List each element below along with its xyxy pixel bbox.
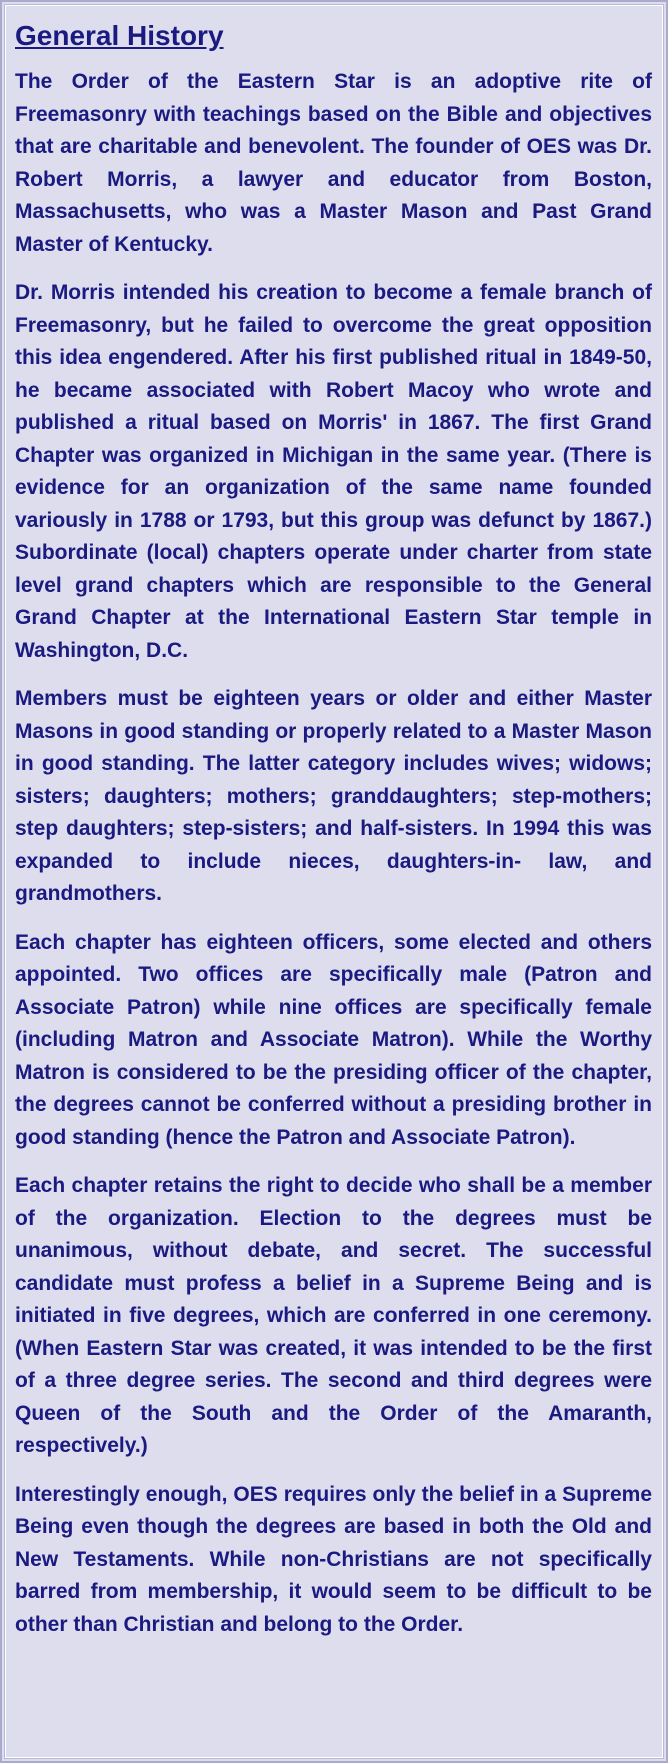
paragraph-officers: Each chapter has eighteen officers, some elected and others appointed. Two offices are specifically male (Patron and Associate Patron) while nine offices are specifically female (including Matron and Associate Matron). While the Worthy Matron is considered to be the presiding officer of the chapter, the degrees cannot be conferred without a presiding brother in good standing (hence the Patron and Associate Patron). [15, 930, 652, 1149]
content-panel [5, 5, 663, 1758]
paragraph-membership: Members must be eighteen years or older and either Master Masons in good standing or properly related to a Master Mason in good standing. The latter category includes wives; widows; sisters; daughters; mothers; granddaughters; step-mothers; step daughters; step-sisters; and half-sisters. In 1994 this was expanded to include nieces, daughters-in- law, and grandmothers. [15, 687, 652, 905]
paragraph-belief: Interestingly enough, OES requires only the belief in a Supreme Being even though the degrees are based in both the Old and New Testaments. While non-Christians are not specifically barred from membership, it would seem to be difficult to be other than Christian and belong to the Order. [15, 1482, 652, 1636]
paragraph-election: Each chapter retains the right to decide who shall be a member of the organization. Election to the degrees must be unanimous, without debate, and secret. The successful candidate must profess a belief in a Supreme Being and is initiated in five degrees, which are conferred in one ceremony. (When Eastern Star was created, it was intended to be the first of a three degree series. The second and third degrees were Queen of the South and the Order of the Amaranth, respectively.) [15, 1174, 652, 1457]
page-title: General History [15, 20, 224, 51]
paragraph-history: Dr. Morris intended his creation to become a female branch of Freemasonry, but he failed to overcome the great opposition this idea engendered. After his first published ritual in 1849-50, he became associated with Robert Macoy who wrote and published a ritual based on Morris' in 1867. The first Grand Chapter was organized in Michigan in the same year. (There is evidence for an organization of the same name founded variously in 1788 or 1793, but this group was defunct by 1867.) Subordinate (local) chapters operate under charter from state level grand chapters which are responsible to the General Grand Chapter at the International Eastern Star temple in Washington, D.C. [15, 281, 652, 662]
paragraph-founding: The Order of the Eastern Star is an adoptive rite of Freemasonry with teachings based on the Bible and objectives that are charitable and benevolent. The founder of OES was Dr. Robert Morris, a lawyer and educator from Boston, Massachusetts, who was a Master Mason and Past Grand Master of Kentucky. [15, 70, 652, 256]
